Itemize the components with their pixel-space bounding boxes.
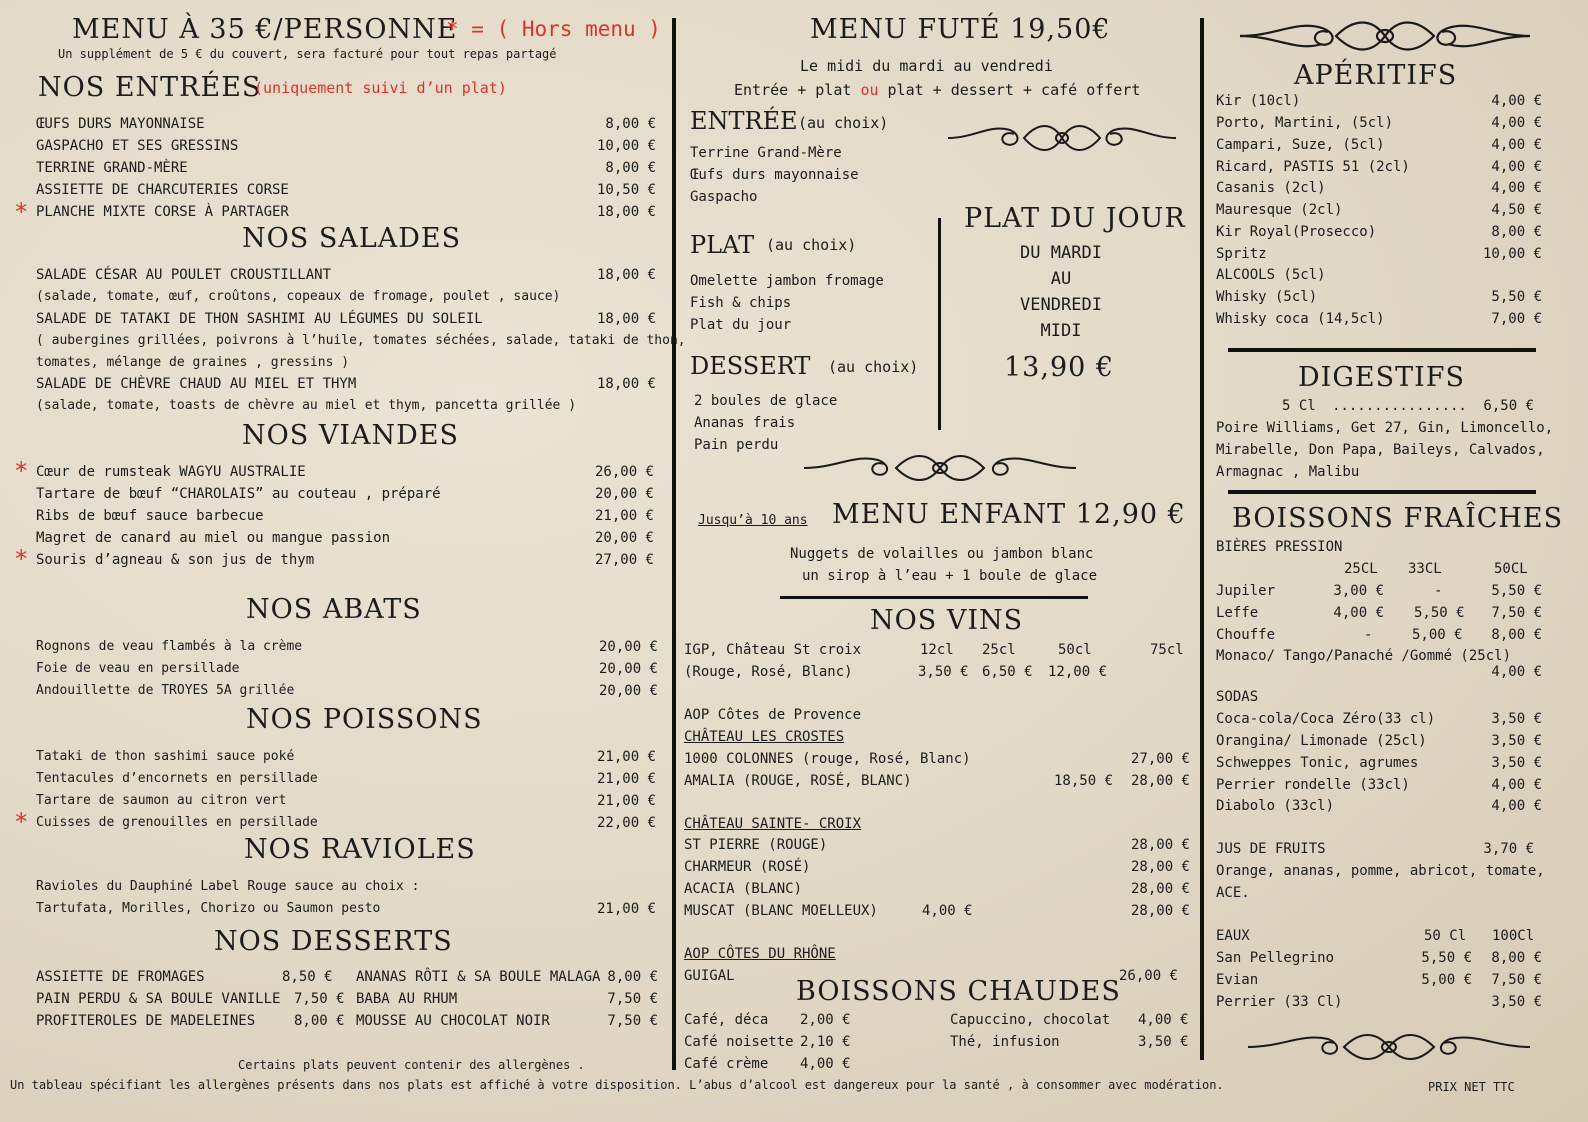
price: 4,00 € <box>1491 115 1542 131</box>
entree-title: ENTRÉE <box>690 107 798 135</box>
hors-menu-star: * <box>14 808 29 836</box>
list-item: Porto, Martini, (5cl) <box>1216 115 1394 131</box>
fute-days: Le midi du mardi au vendredi <box>800 57 1053 75</box>
footer-note: Un tableau spécifiant les allergènes présents dans nos plats est affiché à votre disposition. L’abus d’alcool est dangereux pour la santé , à consommer avec modération. <box>10 1078 1224 1092</box>
price: 20,00 € <box>594 530 654 546</box>
pdj-price: 13,90 € <box>1004 352 1115 383</box>
price: 21,00 € <box>596 771 656 787</box>
enfant-age: Jusqu’à 10 ans <box>698 513 808 528</box>
flourish-ornament-icon <box>800 446 1080 490</box>
price: 6,50 € <box>1483 398 1534 414</box>
price: 2,10 € <box>800 1034 851 1050</box>
salades-title: NOS SALADES <box>242 223 462 254</box>
price: 4,00 € <box>1138 1012 1189 1028</box>
dessert-title: DESSERT <box>690 352 811 380</box>
list-item: Pain perdu <box>694 437 779 453</box>
bieres-col-head: 50CL <box>1494 561 1528 577</box>
list-item: PLANCHE MIXTE CORSE À PARTAGER <box>36 204 289 220</box>
dig-line: Mirabelle, Don Papa, Baileys, Calvados, <box>1216 442 1545 458</box>
pdj-line: AU <box>1050 269 1072 289</box>
list-item: Café noisette <box>684 1034 794 1050</box>
sodas-title: SODAS <box>1216 689 1259 705</box>
list-item: Coca-cola/Coca Zéro(33 cl) <box>1216 711 1436 727</box>
list-item: Leffe <box>1216 605 1259 621</box>
price: 7,50 € <box>607 991 658 1007</box>
list-item: Schweppes Tonic, agrumes <box>1216 755 1419 771</box>
price: 20,00 € <box>594 486 654 502</box>
pdj-line: DU MARDI <box>1020 243 1102 263</box>
price: 3,50 € <box>918 664 969 680</box>
sainte-croix-title: CHÂTEAU SAINTE- CROIX <box>684 816 862 832</box>
list-item: Café crème <box>684 1056 769 1072</box>
price: 28,00 € <box>1130 859 1190 875</box>
flourish-ornament-icon <box>1236 14 1534 58</box>
price: 3,50 € <box>1138 1034 1189 1050</box>
dig-qty: 5 Cl <box>1282 398 1316 414</box>
hors-menu-star: * <box>14 457 29 485</box>
price: 4,00 € <box>922 903 973 919</box>
aperitifs-title: APÉRITIFS <box>1294 60 1458 91</box>
bieres-title: BIÈRES PRESSION <box>1216 539 1343 555</box>
price: 21,00 € <box>596 749 656 765</box>
list-item: Magret de canard au miel ou mangue passion <box>36 530 391 546</box>
price: 7,50 € <box>607 1013 658 1029</box>
list-item: Whisky coca (14,5cl) <box>1216 311 1385 327</box>
entrees-note: (uniquement suivi d’un plat) <box>254 79 507 97</box>
list-item: Rognons de veau flambés à la crème <box>36 639 303 654</box>
price: 20,00 € <box>598 683 658 699</box>
list-item: MOUSSE AU CHOCOLAT NOIR <box>356 1013 550 1029</box>
list-item: Œufs durs mayonnaise <box>690 167 859 183</box>
column-divider-left <box>672 18 676 1070</box>
list-item: Perrier rondelle (33cl) <box>1216 777 1410 793</box>
vins-col-head: 75cl <box>1150 642 1184 658</box>
price: 8,00 € <box>1491 627 1542 643</box>
price: 21,00 € <box>596 793 656 809</box>
price: 8,00 € <box>294 1013 345 1029</box>
aop-provence: AOP Côtes de Provence <box>684 707 862 723</box>
price: 6,50 € <box>982 664 1033 680</box>
price: 4,00 € <box>1491 137 1542 153</box>
list-item: Plat du jour <box>690 317 792 333</box>
price: 3,50 € <box>1491 733 1542 749</box>
list-item: Cœur de rumsteak WAGYU AUSTRALIE <box>36 464 306 480</box>
list-item: Kir Royal(Prosecco) <box>1216 224 1377 240</box>
vins-col-head: 12cl <box>920 642 954 658</box>
ravioles-title: NOS RAVIOLES <box>244 834 476 865</box>
dig-dots: ................ <box>1332 398 1467 414</box>
dig-line: Poire Williams, Get 27, Gin, Limoncello, <box>1216 420 1554 436</box>
list-item: ST PIERRE (ROUGE) <box>684 837 828 853</box>
flourish-ornament-icon <box>944 114 1180 160</box>
list-item: Souris d’agneau & son jus de thym <box>36 552 315 568</box>
price: 3,00 € <box>1333 583 1384 599</box>
price: 3,50 € <box>1491 755 1542 771</box>
price: 10,00 € <box>596 138 656 154</box>
list-item: Jupiler <box>1216 583 1276 599</box>
list-item: Andouillette de TROYES 5A grillée <box>36 683 295 698</box>
list-item: Casanis (2cl) <box>1216 180 1326 196</box>
jus-line: Orange, ananas, pomme, abricot, tomate, <box>1216 863 1545 879</box>
list-item: ACACIA (BLANC) <box>684 881 803 897</box>
price: 10,00 € <box>1482 246 1542 262</box>
eaux-col-head: 100Cl <box>1492 928 1535 944</box>
price: 22,00 € <box>596 815 656 831</box>
price: 5,50 € <box>1421 950 1472 966</box>
poissons-title: NOS POISSONS <box>246 704 483 735</box>
price: 4,00 € <box>1491 180 1542 196</box>
list-item: BABA AU RHUM <box>356 991 458 1007</box>
entree-choice: (au choix) <box>798 114 889 132</box>
price: 3,70 € <box>1483 841 1534 857</box>
price: 8,00 € <box>1491 950 1542 966</box>
list-item: GASPACHO ET SES GRESSINS <box>36 138 239 154</box>
price: 18,00 € <box>596 311 656 327</box>
price: 5,50 € <box>1491 289 1542 305</box>
list-item: 2 boules de glace <box>694 393 838 409</box>
chaudes-title: BOISSONS CHAUDES <box>796 976 1121 1007</box>
list-item: Spritz <box>1216 246 1267 262</box>
list-item: ALCOOLS (5cl) <box>1216 267 1326 283</box>
list-item: Foie de veau en persillade <box>36 661 240 676</box>
price: 18,00 € <box>596 376 656 392</box>
pdj-line: VENDREDI <box>1020 295 1102 315</box>
price: 10,50 € <box>596 182 656 198</box>
price: 5,00 € <box>1421 972 1472 988</box>
column-divider-right <box>1200 18 1204 1060</box>
list-item: Gaspacho <box>690 189 758 205</box>
enfant-underline <box>780 596 1088 599</box>
list-item: ASSIETTE DE CHARCUTERIES CORSE <box>36 182 289 198</box>
price: 28,00 € <box>1130 773 1190 789</box>
price: 8,50 € <box>282 969 333 985</box>
crostes-title: CHÂTEAU LES CROSTES <box>684 729 845 745</box>
list-item: AMALIA (ROUGE, ROSÉ, BLANC) <box>684 773 912 789</box>
combo-b: plat + dessert + café offert <box>887 81 1141 99</box>
digestifs-rule <box>1228 490 1536 494</box>
hors-menu-note: * = ( Hors menu ) <box>446 17 661 41</box>
list-item: Whisky (5cl) <box>1216 289 1318 305</box>
hors-menu-star: * <box>14 198 29 226</box>
price: 20,00 € <box>598 639 658 655</box>
list-item: ASSIETTE DE FROMAGES <box>36 969 205 985</box>
list-item: GUIGAL <box>684 968 735 984</box>
list-item: (Rouge, Rosé, Blanc) <box>684 664 853 680</box>
price: 5,00 € <box>1412 627 1463 643</box>
price: 18,00 € <box>596 204 656 220</box>
price: 18,50 € <box>1054 773 1114 789</box>
eaux-col-head: 50 Cl <box>1424 928 1467 944</box>
price: 7,50 € <box>1491 972 1542 988</box>
price: 7,50 € <box>1491 605 1542 621</box>
list-item: MUSCAT (BLANC MOELLEUX) <box>684 903 878 919</box>
list-item: ANANAS RÔTI & SA BOULE MALAGA <box>356 969 601 985</box>
bieres-col-head: 33CL <box>1408 561 1442 577</box>
ravioles-line: Tartufata, Morilles, Chorizo ou Saumon pesto <box>36 901 381 916</box>
price: 8,00 € <box>607 969 658 985</box>
desserts-title: NOS DESSERTS <box>214 926 453 957</box>
list-item: Perrier (33 Cl) <box>1216 994 1343 1010</box>
price: 28,00 € <box>1130 837 1190 853</box>
list-item: Orangina/ Limonade (25cl) <box>1216 733 1427 749</box>
list-item: San Pellegrino <box>1216 950 1335 966</box>
price: 26,00 € <box>594 464 654 480</box>
viandes-title: NOS VIANDES <box>242 420 459 451</box>
list-item: Mauresque (2cl) <box>1216 202 1343 218</box>
enfant-line: un sirop à l’eau + 1 boule de glace <box>802 568 1098 584</box>
price: 4,00 € <box>1491 93 1542 109</box>
list-item: Diabolo (33cl) <box>1216 798 1335 814</box>
price: 3,50 € <box>1491 994 1542 1010</box>
entrees-title: NOS ENTRÉES <box>38 72 262 103</box>
price: - <box>1364 627 1373 643</box>
price: 27,00 € <box>594 552 654 568</box>
vins-title: NOS VINS <box>870 605 1024 636</box>
price: 20,00 € <box>598 661 658 677</box>
price: 8,00 € <box>605 116 656 132</box>
bieres-col-head: 25CL <box>1344 561 1378 577</box>
list-item: Kir (10cl) <box>1216 93 1301 109</box>
list-item: Tartare de saumon au citron vert <box>36 793 287 808</box>
item-description: tomates, mélange de graines , gressins ) <box>36 355 350 370</box>
plat-title: PLAT <box>690 231 755 259</box>
menu35-title: MENU À 35 €/PERSONNE <box>72 14 458 45</box>
pdj-title: PLAT DU JOUR <box>964 203 1186 234</box>
list-item: Terrine Grand-Mère <box>690 145 842 161</box>
list-item: Tartare de bœuf “CHAROLAIS” au couteau , préparé <box>36 486 441 502</box>
list-item: SALADE DE CHÈVRE CHAUD AU MIEL ET THYM <box>36 376 357 392</box>
enfant-title: MENU ENFANT 12,90 € <box>832 499 1186 530</box>
price: 3,50 € <box>1491 711 1542 727</box>
price: 27,00 € <box>1130 751 1190 767</box>
price: 26,00 € <box>1118 968 1178 984</box>
price: 21,00 € <box>594 508 654 524</box>
rhone-title: AOP CÔTES DU RHÔNE <box>684 946 836 962</box>
vins-col-head: 25cl <box>982 642 1016 658</box>
price: 4,00 € <box>1491 664 1542 680</box>
price: 8,00 € <box>605 160 656 176</box>
list-item: ŒUFS DURS MAYONNAISE <box>36 116 205 132</box>
price: - <box>1434 583 1443 599</box>
hors-menu-star: * <box>14 545 29 573</box>
list-item: Fish & chips <box>690 295 792 311</box>
list-item: Ricard, PASTIS 51 (2cl) <box>1216 159 1410 175</box>
list-item: Campari, Suze, (5cl) <box>1216 137 1385 153</box>
list-item: Chouffe <box>1216 627 1276 643</box>
item-description: ( aubergines grillées, poivrons à l’huile, tomates séchées, salade, tataki de thon, <box>36 333 686 348</box>
price: 4,00 € <box>1491 159 1542 175</box>
price: 5,50 € <box>1491 583 1542 599</box>
jus-line: ACE. <box>1216 885 1250 901</box>
abats-title: NOS ABATS <box>246 594 422 625</box>
list-item: SALADE CÉSAR AU POULET CROUSTILLANT <box>36 267 332 283</box>
combo-or: ou <box>860 81 879 99</box>
price: 28,00 € <box>1130 881 1190 897</box>
price: 28,00 € <box>1130 903 1190 919</box>
price: 7,00 € <box>1491 311 1542 327</box>
digestifs-title: DIGESTIFS <box>1298 362 1465 393</box>
price: 8,00 € <box>1491 224 1542 240</box>
eaux-title: EAUX <box>1216 928 1250 944</box>
enfant-line: Nuggets de volailles ou jambon blanc <box>790 546 1094 562</box>
price: 21,00 € <box>596 901 656 917</box>
list-item: TERRINE GRAND-MÈRE <box>36 160 188 176</box>
list-item: Tataki de thon sashimi sauce poké <box>36 749 295 764</box>
fute-combo <box>734 81 1140 99</box>
price: 7,50 € <box>294 991 345 1007</box>
price: 4,00 € <box>1333 605 1384 621</box>
flourish-ornament-icon <box>1244 1026 1534 1068</box>
list-item: IGP, Château St croix <box>684 642 862 658</box>
list-item: PROFITEROLES DE MADELEINES <box>36 1013 256 1029</box>
price: 2,00 € <box>800 1012 851 1028</box>
list-item: SALADE DE TATAKI DE THON SASHIMI AU LÉGUMES DU SOLEIL <box>36 311 483 327</box>
pdj-line: MIDI <box>1040 321 1082 341</box>
dig-line: Armagnac , Malibu <box>1216 464 1360 480</box>
list-item: Ananas frais <box>694 415 796 431</box>
formula-divider <box>938 218 941 430</box>
supplement-note: Un supplément de 5 € du couvert, sera facturé pour tout repas partagé <box>58 47 557 61</box>
price: 4,00 € <box>800 1056 851 1072</box>
list-item: Ribs de bœuf sauce barbecue <box>36 508 264 524</box>
list-item: 1000 COLONNES (rouge, Rosé, Blanc) <box>684 751 971 767</box>
ravioles-line: Ravioles du Dauphiné Label Rouge sauce au choix : <box>36 879 420 894</box>
list-item: Evian <box>1216 972 1259 988</box>
list-item: Capuccino, chocolat <box>950 1012 1111 1028</box>
dessert-choice: (au choix) <box>828 358 919 376</box>
price: 4,00 € <box>1491 798 1542 814</box>
price: 4,00 € <box>1491 777 1542 793</box>
prix-net: PRIX NET TTC <box>1428 1080 1515 1094</box>
list-item: Thé, infusion <box>950 1034 1060 1050</box>
item-description: (salade, tomate, toasts de chèvre au miel et thym, pancetta grillée ) <box>36 398 577 413</box>
vins-col-head: 50cl <box>1058 642 1092 658</box>
fute-title: MENU FUTÉ 19,50€ <box>810 14 1111 45</box>
list-item: CHARMEUR (ROSÉ) <box>684 859 811 875</box>
plat-choice: (au choix) <box>766 236 857 254</box>
list-item: Tentacules d’encornets en persillade <box>36 771 318 786</box>
price: 5,50 € <box>1414 605 1465 621</box>
list-item: PAIN PERDU & SA BOULE VANILLE <box>36 991 281 1007</box>
allergenes-note: Certains plats peuvent contenir des allergènes . <box>238 1058 585 1072</box>
monaco-line: Monaco/ Tango/Panaché /Gommé (25cl) <box>1216 648 1512 664</box>
list-item: Omelette jambon fromage <box>690 273 884 289</box>
combo-a: Entrée + plat <box>734 81 852 99</box>
price: 4,50 € <box>1491 202 1542 218</box>
list-item: Cuisses de grenouilles en persillade <box>36 815 318 830</box>
fraiches-title: BOISSONS FRAÎCHES <box>1232 503 1564 534</box>
list-item: Café, déca <box>684 1012 769 1028</box>
jus-title: JUS DE FRUITS <box>1216 841 1326 857</box>
price: 12,00 € <box>1048 664 1108 680</box>
price: 18,00 € <box>596 267 656 283</box>
item-description: (salade, tomate, œuf, croûtons, copeaux de fromage, poulet , sauce) <box>36 289 561 304</box>
aperitifs-rule <box>1228 348 1536 352</box>
